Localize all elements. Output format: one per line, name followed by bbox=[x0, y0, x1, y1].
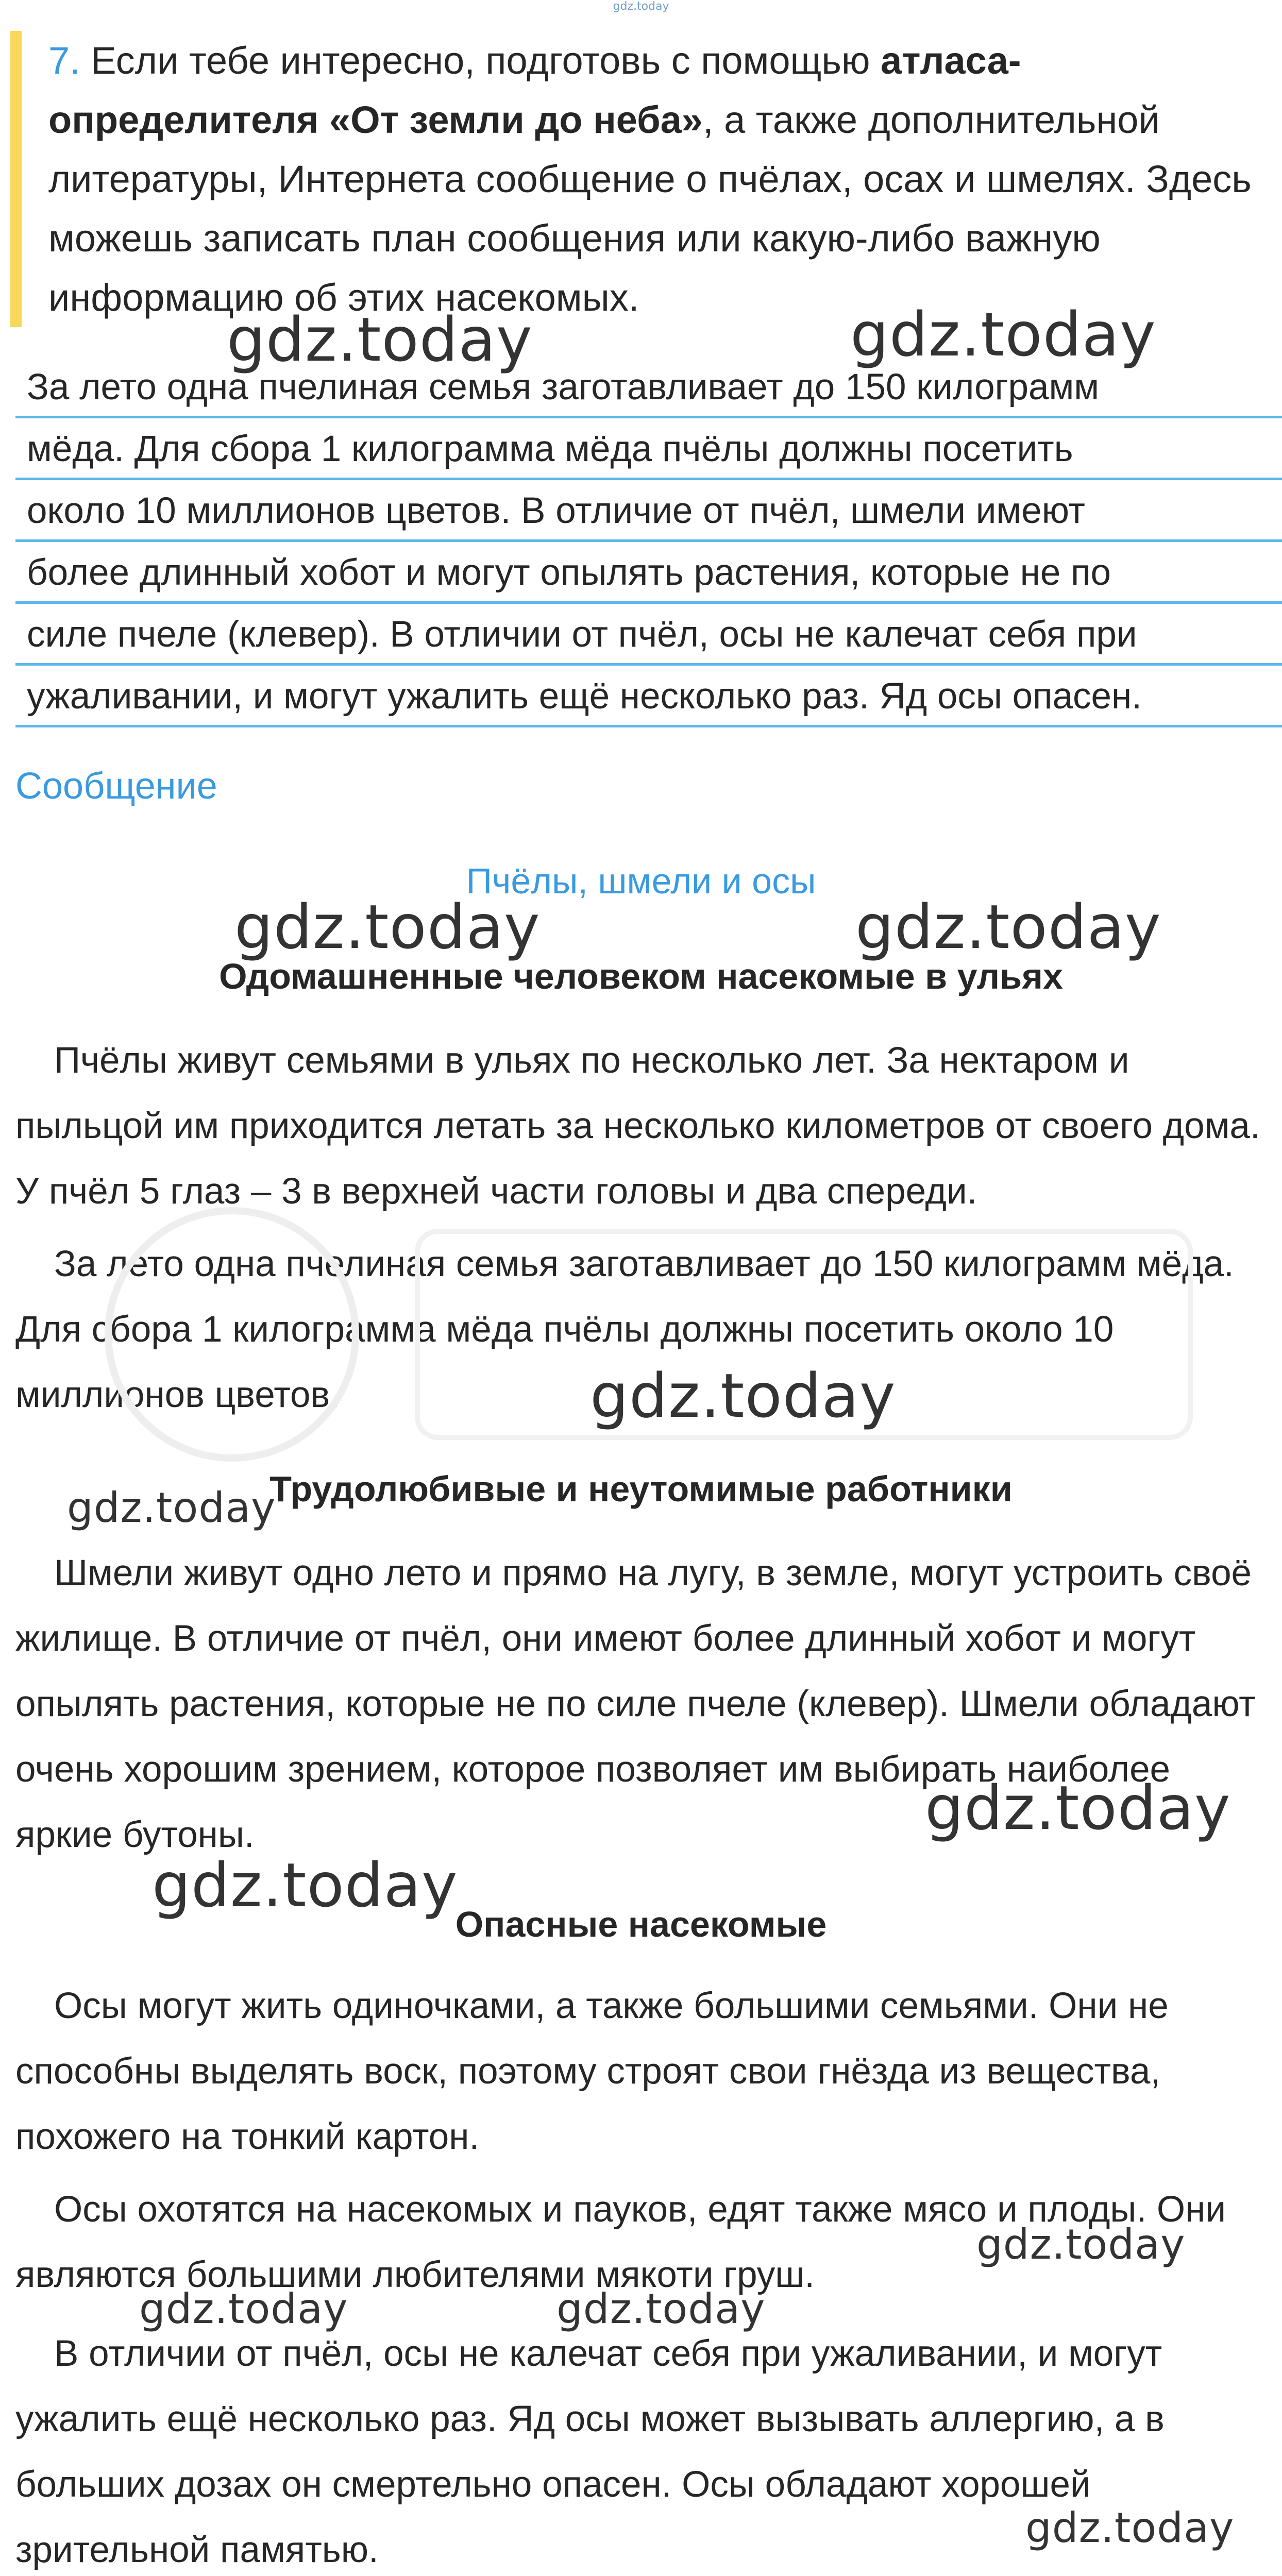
section-subtitle: Опасные насекомые bbox=[455, 1904, 827, 1944]
watermark-text: gdz.today bbox=[925, 1772, 1231, 1843]
message-title: Пчёлы, шмели и осы bbox=[466, 861, 816, 901]
watermark-text: gdz.today bbox=[67, 1484, 276, 1532]
answer-line: силе пчеле (клевер). В отличии от пчёл, осы не калечат себя при bbox=[15, 604, 1282, 666]
watermark-text: gdz.today bbox=[139, 2285, 348, 2333]
watermark-text: gdz.today bbox=[556, 2285, 766, 2333]
watermark-text: gdz.today bbox=[850, 299, 1156, 370]
task-text-1: Если тебе интересно, подготовь с помощью bbox=[91, 39, 881, 82]
watermark-text: gdz.today bbox=[976, 2221, 1186, 2268]
header-watermark: gdz.today bbox=[613, 0, 669, 13]
answer-line: более длинный хобот и могут опылять растения, которые не по bbox=[15, 542, 1282, 604]
watermark-text: gdz.today bbox=[855, 891, 1161, 962]
paragraph: Пчёлы живут семьями в ульях по несколько лет. За нектаром и пыльцой им приходится летать за несколько километров от своего дома. У пчёл 5 глаз – 3 в верхней части головы и два спереди. bbox=[15, 1040, 1260, 1212]
paragraph: За лето одна пчелиная семья заготавливает до 150 килограмм мёда. Для сбора 1 килограмма мёда пчёлы должны посетить около 10 миллионов цветов. bbox=[15, 1244, 1234, 1415]
paragraph: Осы охотятся на насекомых и пауков, едят также мясо и плоды. Они являются большими любителями мякоти груш. bbox=[15, 2189, 1226, 2295]
task-block bbox=[10, 31, 1268, 327]
answer-lined-area bbox=[15, 357, 1282, 727]
paragraph: Осы могут жить одиночками, а также большими семьями. Они не способны выделять воск, поэтому строят свои гнёзда из вещества, похожего на тонкий картон. bbox=[15, 1986, 1169, 2157]
section-subtitle: Одомашненные человеком насекомые в ульях bbox=[219, 956, 1063, 996]
answer-line: мёда. Для сбора 1 килограмма мёда пчёлы должны посетить bbox=[15, 418, 1282, 480]
task-number: 7. bbox=[48, 39, 80, 82]
paragraph: Шмели живут одно лето и прямо на лугу, в земле, могут устроить своё жилище. В отличие от пчёл, они имеют более длинный хобот и могут опылять растения, которые не по силе пчеле (клевер). Шмели обладают очень хорошим зрением, которое позволяет им выбирать наиболее яркие бутоны. bbox=[15, 1553, 1256, 1855]
task-text-2: , а также дополнительной литературы, Интернета сообщение о пчёлах, осах и шмелях. Здесь можешь записать план сообщения или какую-либо важную информацию об этих насекомых. bbox=[48, 98, 1252, 319]
watermark-text: gdz.today bbox=[152, 1850, 458, 1921]
answer-line: около 10 миллионов цветов. В отличие от пчёл, шмели имеют bbox=[15, 480, 1282, 542]
section-subtitle: Трудолюбивые и неутомимые работники bbox=[269, 1469, 1013, 1509]
watermark-text: gdz.today bbox=[227, 304, 533, 375]
paragraph: В отличии от пчёл, осы не калечат себя при ужаливании, и могут ужалить ещё несколько раз. Яд осы может вызывать аллергию, а в больших дозах он смертельно опасен. Осы обладают хорошей зрительной памятью. bbox=[15, 2333, 1165, 2570]
watermark-text: gdz.today bbox=[1025, 2504, 1235, 2552]
task-text-bold: атласа-определителя «От земли до неба» bbox=[48, 39, 1021, 141]
answer-line: ужаливании, и могут ужалить ещё несколько раз. Яд осы опасен. bbox=[15, 666, 1282, 727]
message-heading: Сообщение bbox=[15, 766, 217, 807]
answer-line: За лето одна пчелиная семья заготавливает до 150 килограмм bbox=[15, 357, 1282, 418]
watermark-text: gdz.today bbox=[234, 891, 541, 962]
watermark-text: gdz.today bbox=[590, 1360, 896, 1431]
